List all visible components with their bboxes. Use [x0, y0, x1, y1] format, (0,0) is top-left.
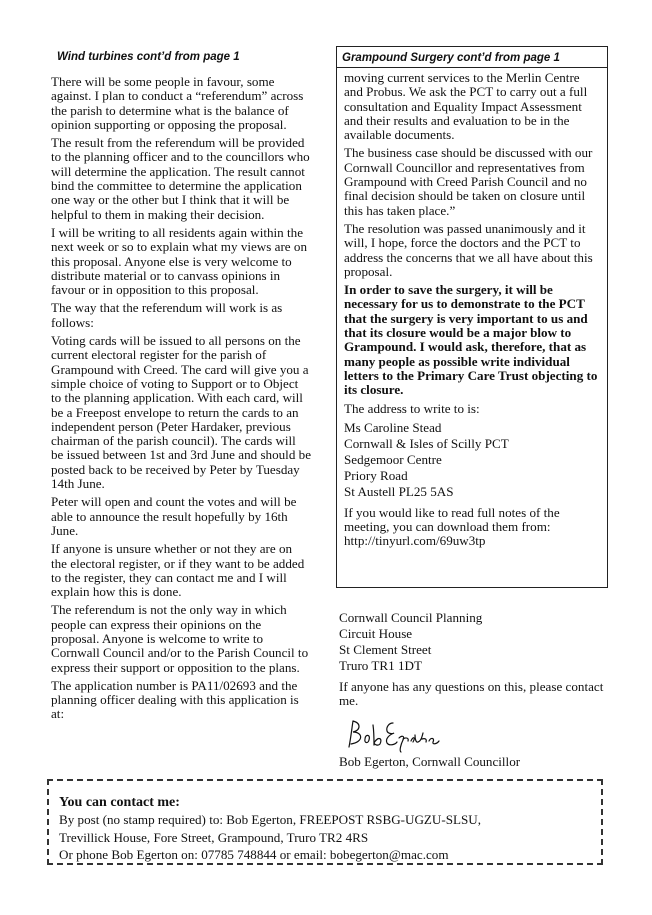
surgery-box — [336, 46, 608, 588]
paragraph: moving current services to the Merlin Centre and Probus. We ask the PCT to carry out a full consultation and Equality Impact Assessment and their results and evaluation to be in the available documents. — [344, 70, 588, 143]
address-line: Truro TR1 1DT — [339, 658, 422, 673]
address-line: St Clement Street — [339, 642, 432, 657]
pct-address — [344, 420, 601, 500]
contact-box — [47, 779, 603, 865]
paragraph: The business case should be discussed with our Cornwall Councillor and representatives from Grampound with Creed Parish Council and no final decision should be taken on closure until this has taken place.” — [344, 145, 593, 218]
questions-text: If anyone has any questions on this, please contact me. — [339, 679, 604, 709]
wind-turbines-column — [51, 51, 311, 722]
contact-line: Trevillick House, Fore Street, Grampound, Truro TR2 4RS — [59, 829, 369, 845]
planning-address — [339, 610, 609, 674]
address-line: Cornwall Council Planning — [339, 610, 483, 625]
paragraph: The application number is PA11/02693 and the planning officer dealing with this application is at: — [51, 677, 299, 722]
signoff: Bob Egerton, Cornwall Councillor — [339, 753, 521, 769]
address-line: Sedgemoor Centre — [344, 451, 442, 467]
contact-line: By post (no stamp required) to: Bob Egerton, FREEPOST RSBG-UGZU-SLSU, — [59, 812, 482, 827]
wind-turbines-header: Wind turbines cont’d from page 1 — [57, 51, 240, 63]
meeting-notes: If you would like to read full notes of the meeting, you can download them from: http://tinyurl.com/69uw3tp — [344, 504, 560, 549]
planning-contact-column — [339, 610, 609, 773]
address-line: Cornwall & Isles of Scilly PCT — [344, 435, 509, 451]
contact-line: Or phone Bob Egerton on: 07785 748844 or email: bobegerton@mac.com — [59, 847, 449, 862]
paragraph: Peter will open and count the votes and will be able to announce the result hopefully by 16th June. — [51, 494, 297, 538]
paragraph: Voting cards will be issued to all persons on the current electoral register for the parish of Grampound with Creed. The card will give you a simple choice of voting to Support or to Object to the planning application. With each card, will be a Freepost envelope to return the cards to an independent person (Peter Hardaker, previous chairman of the parish council). The cards will be issued between 1st and 3rd June and should be posted back to be received by Peter by Tuesday 14th June. — [51, 333, 312, 492]
paragraph: The referendum is not the only way in which people can express their opinions on the proposal. Anyone is welcome to write to Cornwall Council and/or to the Parish Council to express their support or opposition to the plans. — [51, 602, 309, 675]
address-line: St Austell PL25 5AS — [344, 483, 454, 499]
address-line: Priory Road — [344, 467, 408, 483]
surgery-body — [337, 68, 607, 549]
address-line: Ms Caroline Stead — [344, 419, 442, 435]
paragraph: If anyone is unsure whether or not they are on the electoral register, or if they want to be added to the register, they can contact me and I will explain how this is done. — [51, 541, 305, 600]
surgery-header: Grampound Surgery cont’d from page 1 — [337, 47, 607, 68]
paragraph: The result from the referendum will be provided to the planning officer and to the councillors who will determine the application. The result cannot bind the committee to determine the application one way or the other but I think that it will be helpful to them in making their decision. — [51, 135, 310, 222]
appeal-paragraph: In order to save the surgery, it will be necessary for us to demonstrate to the PCT that the surgery is very important to us and that its closure would be a major blow to Grampound. I would ask, therefore, that as many people as possible write individual letters to the Primary Care Trust objecting to its closure. — [344, 282, 598, 398]
paragraph: I will be writing to all residents again within the next week or so to explain what my views are on this proposal. Anyone else is very welcome to distribute material or to canvass opinions in favour or in opposition to this proposal. — [51, 224, 307, 298]
address-intro: The address to write to is: — [344, 400, 480, 416]
signature-image — [343, 717, 443, 753]
contact-title: You can contact me: — [59, 795, 180, 810]
paragraph: There will be some people in favour, some against. I plan to conduct a “referendum” across the parish to determine what is the balance of opinion supporting or opposing the proposal. — [51, 74, 304, 132]
address-line: Circuit House — [339, 626, 413, 641]
paragraph: The resolution was passed unanimously and it will, I hope, force the doctors and the PCT to address the concerns that we all have about this proposal. — [344, 220, 593, 279]
paragraph: The way that the referendum will work is as follows: — [51, 300, 283, 330]
